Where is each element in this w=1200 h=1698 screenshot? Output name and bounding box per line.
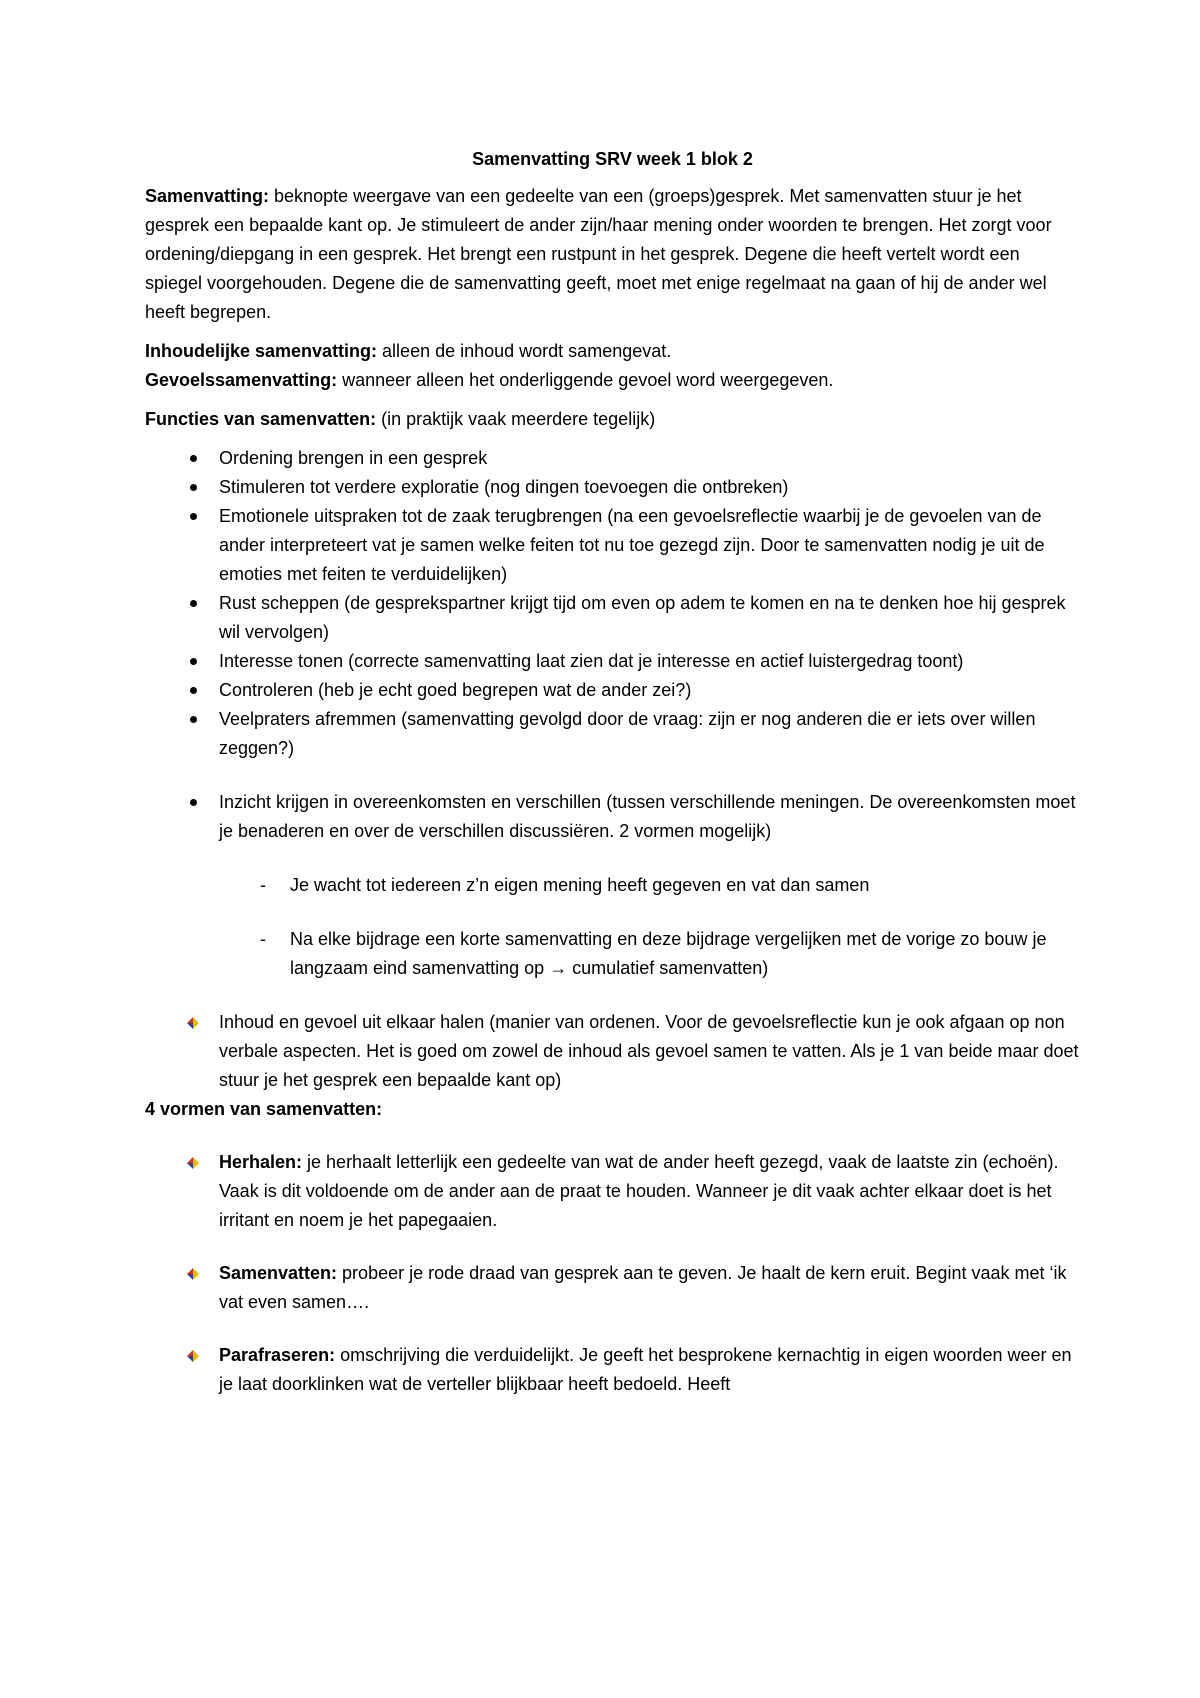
list-item-text: Inzicht krijgen in overeenkomsten en verschillen (tussen verschillende meningen. De overeenkomsten moet je benaderen en over de verschillen discussiëren. 2 vormen mogelijk) — [219, 792, 1076, 841]
form-item-samenvatten — [145, 1259, 1080, 1317]
functions-list — [145, 444, 1080, 1095]
definition-text: wanneer alleen het onderliggende gevoel word weergegeven. — [337, 370, 834, 390]
page-title: Samenvatting SRV week 1 blok 2 — [472, 149, 753, 169]
dash-item — [145, 871, 1080, 900]
functions-note: (in praktijk vaak meerdere tegelijk) — [376, 409, 656, 429]
star-bullet-icon — [183, 1259, 203, 1288]
forms-heading: 4 vormen van samenvatten: — [145, 1099, 383, 1119]
list-item-insight — [145, 788, 1080, 846]
bullet-icon — [183, 502, 203, 531]
list-item-text: Emotionele uitspraken tot de zaak terugbrengen (na een gevoelsreflectie waarbij je de gevoelen van de ander interpreteert vat je samen welke feiten tot nu toe gezegd zijn. Door te samenvatten nodig je uit de emoties met feiten te verduidelijken) — [219, 506, 1045, 584]
dash-item-text: Je wacht tot iedereen z’n eigen mening heeft gegeven en vat dan samen — [290, 875, 870, 895]
form-item-parafraseren — [145, 1341, 1080, 1399]
list-item-text: Veelpraters afremmen (samenvatting gevolgd door de vraag: zijn er nog anderen die er iets over willen zeggen?) — [219, 709, 1036, 758]
list-item-text: Stimuleren tot verdere exploratie (nog dingen toevoegen die ontbreken) — [219, 477, 789, 497]
definition-term: Gevoelssamenvatting: — [145, 370, 338, 390]
list-item — [145, 502, 1080, 589]
bullet-icon — [183, 589, 203, 618]
list-item — [145, 589, 1080, 647]
dash-item-text: Na elke bijdrage een korte samenvatting en deze bijdrage vergelijken met de vorige zo bouw je langzaam eind samenvatting op — [290, 929, 1047, 978]
list-item-text: Interesse tonen (correcte samenvatting laat zien dat je interesse en actief luistergedrag toont) — [219, 651, 964, 671]
list-item-text: Controleren (heb je echt goed begrepen wat de ander zei?) — [219, 680, 692, 700]
list-item — [145, 676, 1080, 705]
bullet-icon — [183, 444, 203, 473]
dash-icon: - — [260, 875, 266, 895]
arrow-right-icon: → — [549, 958, 568, 978]
bullet-icon — [183, 788, 203, 817]
bullet-icon — [183, 473, 203, 502]
forms-list — [145, 1148, 1080, 1399]
intro-paragraph — [145, 182, 1080, 327]
functions-heading: Functies van samenvatten: — [145, 409, 377, 429]
list-item-star — [145, 1008, 1080, 1095]
dash-item — [145, 925, 1080, 983]
document-content — [145, 145, 1080, 1399]
form-text: omschrijving die verduidelijkt. Je geeft het besprokene kernachtig in eigen woorden weer en je laat doorklinken wat de verteller blijkbaar heeft bedoeld. Heeft — [219, 1345, 1072, 1394]
list-item-text: Inhoud en gevoel uit elkaar halen (manier van ordenen. Voor de gevoelsreflectie kun je ook afgaan op non verbale aspecten. Het is goed om zowel de inhoud als gevoel samen te vatten. Als je 1 van beide maar doet stuur je het gesprek een bepaalde kant op) — [219, 1012, 1079, 1090]
form-term: Parafraseren: — [219, 1345, 336, 1365]
bullet-icon — [183, 705, 203, 734]
list-item — [145, 705, 1080, 763]
list-item — [145, 473, 1080, 502]
star-bullet-icon — [183, 1008, 203, 1037]
form-term: Herhalen: — [219, 1152, 303, 1172]
functions-heading-line — [145, 405, 1080, 434]
form-item-herhalen — [145, 1148, 1080, 1235]
definition-term: Inhoudelijke samenvatting: — [145, 341, 378, 361]
star-bullet-icon — [183, 1341, 203, 1370]
bullet-icon — [183, 647, 203, 676]
intro-text: beknopte weergave van een gedeelte van een (groeps)gesprek. Met samenvatten stuur je het gesprek een bepaalde kant op. Je stimuleert de ander zijn/haar mening onder woorden te brengen. Het zorgt voor ordening/diepgang in een gesprek. Het brengt een rustpunt in het gesprek. Degene die heeft vertelt wordt een spiegel voorgehouden. Degene die de samenvatting geeft, moet met enige regelmaat na gaan of hij de ander wel heeft begrepen. — [145, 186, 1052, 322]
form-text: je herhaalt letterlijk een gedeelte van wat de ander heeft gezegd, vaak de laatste zin (echoën). Vaak is dit voldoende om de ander aan de praat te houden. Wanneer je dit vaak achter elkaar doet is het irritant en noem je het papegaaien. — [219, 1152, 1059, 1230]
form-term: Samenvatten: — [219, 1263, 338, 1283]
dash-item-text-end: cumulatief samenvatten) — [567, 958, 769, 978]
definition-text: alleen de inhoud wordt samengevat. — [377, 341, 672, 361]
list-item — [145, 444, 1080, 473]
intro-term: Samenvatting: — [145, 186, 270, 206]
list-item-text: Rust scheppen (de gesprekspartner krijgt tijd om even op adem te komen en na te denken hoe hij gesprek wil vervolgen) — [219, 593, 1066, 642]
dash-icon: - — [260, 929, 266, 949]
list-item-text: Ordening brengen in een gesprek — [219, 448, 488, 468]
list-item — [145, 647, 1080, 676]
definition-content — [145, 337, 1080, 366]
star-bullet-icon — [183, 1148, 203, 1177]
form-text: probeer je rode draad van gesprek aan te geven. Je haalt de kern eruit. Begint vaak met ‘ik vat even samen…. — [219, 1263, 1067, 1312]
bullet-icon — [183, 676, 203, 705]
definition-feeling — [145, 366, 1080, 395]
